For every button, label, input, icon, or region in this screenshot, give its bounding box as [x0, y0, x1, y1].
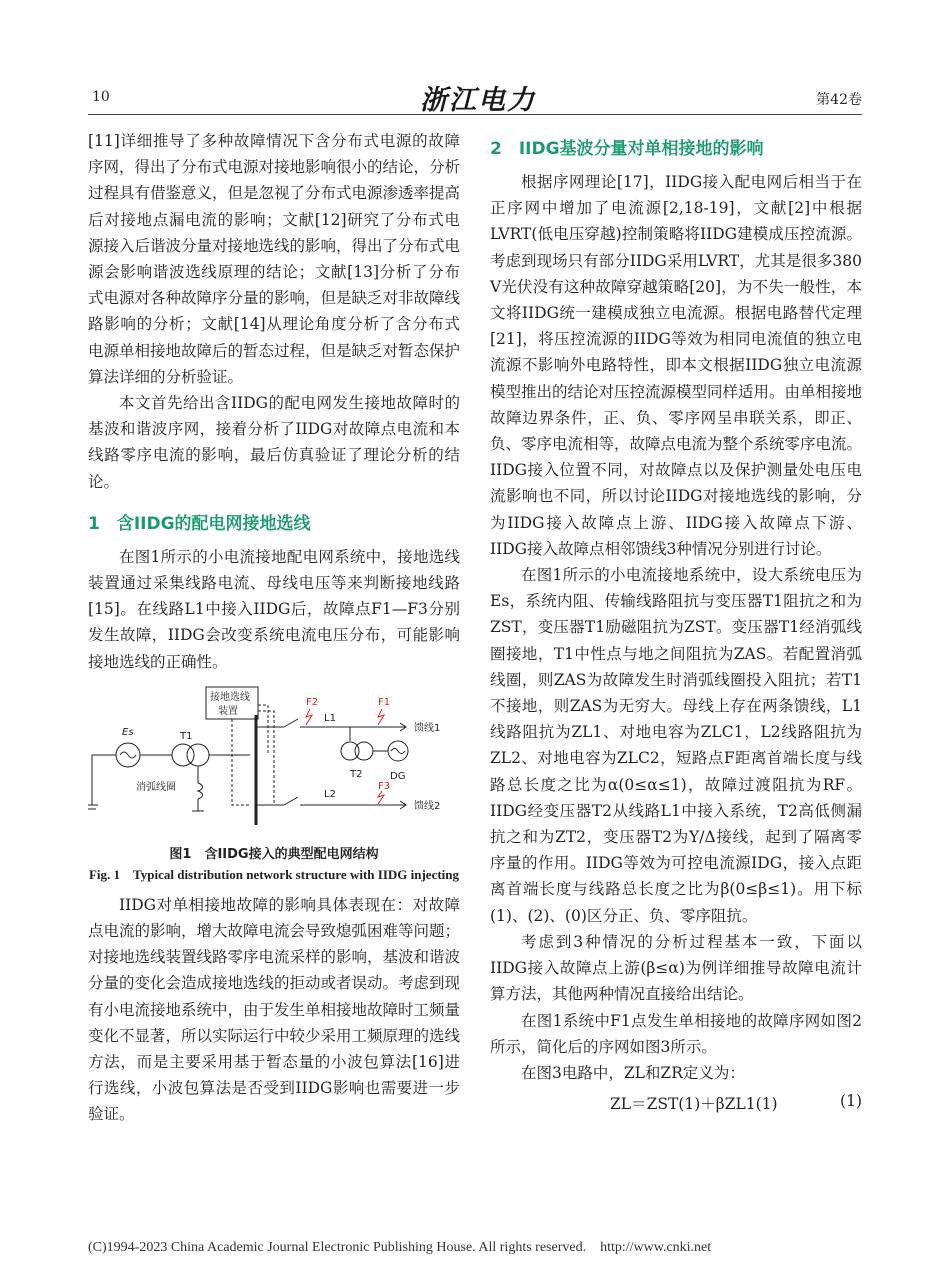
switch-1: [284, 719, 298, 727]
paragraph: IIDG对单相接地故障的影响具体表现在：对故障点电流的影响，增大故障电流会导致熄弧困难等问题；对接地选线装置线路零序电流采样的影响，基波和谐波分量的变化会造成接地选线的拒动或者误动。考虑到现有小电流接地系统中，由于发生单相接地故障时工频量变化不显著，所以实际运行中较少采用工频原理的选线方法，而是主要采用基于暂态量的小波包算法[16]进行选线，小波包算法是否受到IIDG影响也需要进一步验证。: [88, 895, 461, 1124]
t1-label: T1: [180, 730, 193, 742]
header-rule: [88, 114, 862, 115]
fault-f2-arrow: [306, 709, 312, 725]
coil-label: 消弧线圈: [136, 781, 176, 793]
source-label: Es: [122, 726, 134, 738]
left-column: [88, 128, 460, 1128]
copyright-footer: (C)1994-2023 China Academic Journal Electronic Publishing House. All rights reserved. http://www.cnki.net: [88, 1240, 712, 1255]
journal-name: 浙江电力: [420, 85, 536, 116]
dg-label: DG: [390, 770, 406, 782]
fault-f3-arrow: [378, 791, 384, 804]
svg-text:接地选线: 接地选线: [210, 691, 250, 703]
figure-1: [88, 685, 460, 884]
page-number: 10: [92, 89, 110, 105]
svg-text:L1: L1: [324, 712, 336, 724]
fault-f2-label: F2: [306, 696, 319, 708]
paragraph: 本文首先给出含IIDG的配电网发生接地故障时的基波和谐波序网，接着分析了IIDG对故障点电流和本线路零序电流的影响，最后仿真验证了理论分析的结论。: [88, 394, 460, 491]
paragraph: [11]详细推导了多种故障情况下含分布式电源的故障序网，得出了分布式电源对接地影响很小的结论，分析过程具有借鉴意义，但是忽视了分布式电源渗透率提高后对接地点漏电流的影响；文献[12]研究了分布式电源接入后谐波分量对接地选线的影响，得出了分布式电源会影响谐波选线原理的结论；文献[13]分析了分布式电源对各种故障序分量的影响，但是缺乏对非故障线路影响的分析；文献[14]从理论角度分析了含分布式电源单相接地故障后的暂态过程，但是缺乏对暂态保护算法详细的分析验证。: [88, 132, 461, 386]
paragraph: 在图1系统中F1点发生单相接地的故障序网如图2所示，简化后的序网如图3所示。: [490, 1011, 862, 1056]
transformer-t2-secondary: [355, 742, 373, 760]
figure-caption-zh: 图1 含IIDG接入的典型配电网结构: [169, 846, 379, 862]
transformer-t2-primary: [341, 742, 359, 760]
fault-f1-label: F1: [378, 696, 391, 708]
fault-f1-arrow: [378, 709, 384, 725]
figure-caption-en: Fig. 1 Typical distribution network structure with IIDG injecting: [88, 866, 460, 882]
svg-text:L2: L2: [324, 788, 336, 800]
paragraph: 在图1所示的小电流接地系统中，设大系统电压为Es，系统内阻、传输线路阻抗与变压器T1阻抗之和为ZST，变压器T1励磁阻抗为ZST。变压器T1经消弧线圈接地，T1中性点与地之间阻抗为ZAS。若配置消弧线圈，则ZAS为故障发生时消弧线圈投入阻抗；若T1不接地，则ZAS为无穷大。母线上存在两条馈线，L1线路阻抗为ZL1、对地电容为ZLC1，L2线路阻抗为ZL2、对地电容为ZLC2，短路点F距离首端长度与线路总长度之比为α(0≤α≤1)，故障过渡阻抗为RF。IIDG经变压器T2从线路L1中接入系统，T2高低侧漏抗之和为ZT2，变压器T2为Y/Δ接线，起到了隔离零序量的作用。IIDG等效为可控电流源IDG，接入点距离首端长度与线路总长度之比为β(0≤β≤1)。用下标(1)、(2)、(0)区分正、负、零序阻抗。: [490, 566, 862, 925]
right-column: [490, 128, 862, 1120]
paragraph: 在图3电路中，ZL和ZR定义为：: [521, 1063, 745, 1082]
fault-f3-label: F3: [378, 780, 391, 792]
equation-number: (1): [840, 1092, 862, 1111]
switch-2: [284, 797, 298, 805]
transformer-t1-secondary: [187, 744, 209, 766]
equation-1: [490, 1090, 862, 1120]
measurement-link: [232, 719, 250, 805]
svg-text:装置: 装置: [218, 705, 238, 717]
section-heading-1: 1 含IIDG的配电网接地选线: [88, 513, 311, 534]
equation-body: ZL＝ZST(1)＋βZL1(1): [610, 1095, 778, 1114]
paragraph: 考虑到3种情况的分析过程基本一致，下面以IIDG接入故障点上游(β≤α)为例详细推导故障电流计算方法，其他两种情况直接给出结论。: [490, 932, 862, 1004]
feeder-1-label: 馈线1: [414, 722, 441, 734]
feeder-2-label: 馈线2: [414, 800, 441, 812]
svg-text:T2: T2: [350, 768, 363, 780]
section-heading-2: 2 IIDG基波分量对单相接地的影响: [490, 139, 764, 159]
paragraph: 根据序网理论[17]，IIDG接入配电网后相当于在正序网中增加了电流源[2,18-19]，文献[2]中根据LVRT(低电压穿越)控制策略将IIDG建模成压控流源。考虑到现场只有部分IIDG采用LVRT，尤其是很多380 V光伏没有这种故障穿越策略[20]，为不失一般性，本文将IIDG统一建模成独立电流源。根据电路替代定理[21]，将压控流源的IIDG等效为相同电流值的独立电流源不影响外电路特性，即本文根据IIDG独立电流源模型推出的结论对压控流源模型同样适用。由单相接地故障边界条件，正、负、零序网呈串联关系，即正、负、零序电流相等，故障点电流为整个系统零序电流。IIDG接入位置不同，对故障点以及保护测量处电压电流影响也不同，所以讨论IIDG对接地选线的影响，分为IIDG接入故障点上游、IIDG接入故障点下游、IIDG接入故障点相邻馈线3种情况分别进行讨论。: [490, 173, 863, 558]
network-diagram: [88, 685, 460, 835]
arc-suppression-coil: [198, 783, 203, 799]
volume-label: 第42卷: [816, 92, 862, 108]
paragraph: 在图1所示的小电流接地配电网系统中，接地选线装置通过采集线路电流、母线电压等来判断接地线路[15]。在线路L1中接入IIDG后，故障点F1—F3分别发生故障，IIDG会改变系统电流电压分布，可能影响接地选线的正确性。: [88, 547, 460, 671]
